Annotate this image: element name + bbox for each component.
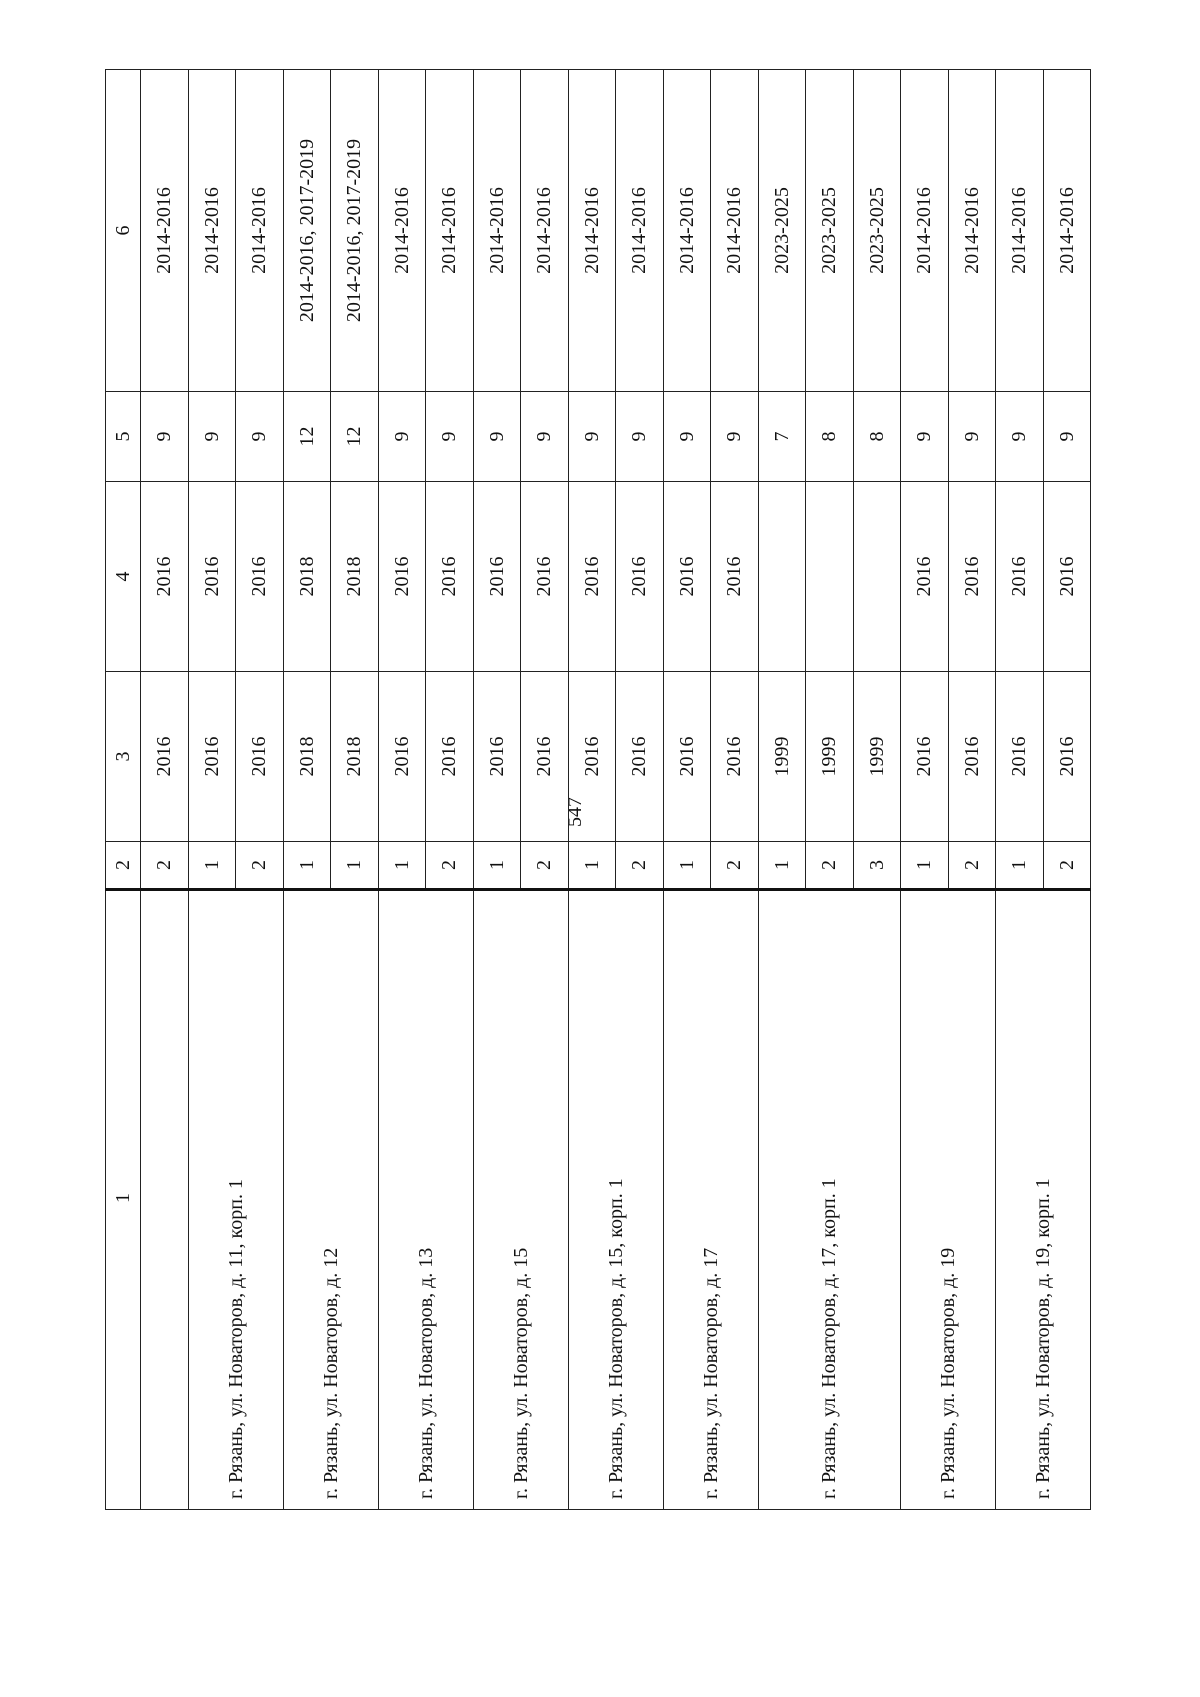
cell-c5: 9: [996, 392, 1044, 482]
cell-c6: 2023-2025: [806, 70, 854, 392]
cell-c5: 9: [901, 392, 949, 482]
cell-c6: 2014-2016: [948, 70, 996, 392]
cell-c4: 2016: [473, 482, 521, 672]
cell-c3: 1999: [758, 672, 806, 842]
cell-c6: 2014-2016: [1043, 70, 1091, 392]
table-row: [996, 70, 1044, 1510]
cell-c5: 8: [806, 392, 854, 482]
header-cell-4: 4: [106, 482, 141, 672]
cell-c2: 1: [663, 842, 711, 890]
table-row: [283, 70, 331, 1510]
cell-c6: 2014-2016, 2017-2019: [283, 70, 331, 392]
address-cell: [141, 890, 189, 1510]
cell-c5: 9: [1043, 392, 1091, 482]
table-row: [473, 70, 521, 1510]
cell-c4: 2016: [996, 482, 1044, 672]
cell-c3: 2016: [711, 672, 759, 842]
cell-c4: 2016: [711, 482, 759, 672]
address-cell: г. Рязань, ул. Новаторов, д. 15: [473, 890, 568, 1510]
cell-c4: 2016: [663, 482, 711, 672]
address-cell: г. Рязань, ул. Новаторов, д. 13: [378, 890, 473, 1510]
cell-c2: 1: [758, 842, 806, 890]
address-cell: г. Рязань, ул. Новаторов, д. 11, корп. 1: [188, 890, 283, 1510]
cell-c2: 1: [331, 842, 379, 890]
cell-c5: 9: [616, 392, 664, 482]
cell-c6: 2014-2016: [521, 70, 569, 392]
page-number: 547: [564, 797, 586, 827]
cell-c4: 2016: [236, 482, 284, 672]
cell-c2: 1: [378, 842, 426, 890]
cell-c6: 2014-2016: [141, 70, 189, 392]
cell-c6: 2014-2016: [236, 70, 284, 392]
cell-c3: 2018: [283, 672, 331, 842]
cell-c4: 2016: [616, 482, 664, 672]
table-row: [663, 70, 711, 1510]
header-cell-address: 1: [106, 890, 141, 1510]
table-row: [378, 70, 426, 1510]
schedule-table-wrapper: [105, 70, 1083, 1510]
cell-c2: 1: [283, 842, 331, 890]
cell-c2: 2: [426, 842, 474, 890]
cell-c3: 2016: [901, 672, 949, 842]
cell-c5: 9: [426, 392, 474, 482]
table-row: [758, 70, 806, 1510]
cell-c6: 2014-2016: [901, 70, 949, 392]
cell-c3: 2016: [521, 672, 569, 842]
cell-c3: 2016: [616, 672, 664, 842]
cell-c6: 2014-2016: [663, 70, 711, 392]
cell-c3: 2018: [331, 672, 379, 842]
address-cell: г. Рязань, ул. Новаторов, д. 12: [283, 890, 378, 1510]
cell-c5: 9: [663, 392, 711, 482]
cell-c5: 9: [568, 392, 616, 482]
cell-c3: 2016: [378, 672, 426, 842]
header-cell-3: 3: [106, 672, 141, 842]
cell-c4: 2016: [1043, 482, 1091, 672]
cell-c4: 2018: [331, 482, 379, 672]
cell-c2: 2: [141, 842, 189, 890]
cell-c2: 1: [901, 842, 949, 890]
cell-c3: 2016: [236, 672, 284, 842]
cell-c5: 9: [521, 392, 569, 482]
cell-c6: 2014-2016: [568, 70, 616, 392]
cell-c4: 2016: [141, 482, 189, 672]
cell-c2: 3: [853, 842, 901, 890]
cell-c5: 7: [758, 392, 806, 482]
cell-c6: 2014-2016: [616, 70, 664, 392]
header-cell-5: 5: [106, 392, 141, 482]
cell-c2: 1: [473, 842, 521, 890]
cell-c5: 9: [711, 392, 759, 482]
cell-c6: 2014-2016: [378, 70, 426, 392]
address-cell: г. Рязань, ул. Новаторов, д. 19: [901, 890, 996, 1510]
cell-c5: 9: [188, 392, 236, 482]
cell-c4: 2016: [568, 482, 616, 672]
table-row: [188, 70, 236, 1510]
cell-c2: 2: [236, 842, 284, 890]
cell-c3: 2016: [568, 672, 616, 842]
cell-c6: 2023-2025: [853, 70, 901, 392]
cell-c5: 8: [853, 392, 901, 482]
schedule-table: [105, 69, 1091, 1510]
cell-c4: 2016: [901, 482, 949, 672]
cell-c4: [853, 482, 901, 672]
table-body: [141, 70, 1091, 1510]
header-row: [106, 70, 141, 1510]
cell-c6: 2023-2025: [758, 70, 806, 392]
cell-c2: 2: [616, 842, 664, 890]
cell-c2: 2: [948, 842, 996, 890]
cell-c5: 9: [141, 392, 189, 482]
cell-c3: 2016: [1043, 672, 1091, 842]
header-cell-6: 6: [106, 70, 141, 392]
cell-c4: 2016: [426, 482, 474, 672]
header-cell-2: 2: [106, 842, 141, 890]
address-cell: г. Рязань, ул. Новаторов, д. 19, корп. 1: [996, 890, 1091, 1510]
cell-c4: 2016: [378, 482, 426, 672]
cell-c6: 2014-2016: [188, 70, 236, 392]
cell-c5: 9: [378, 392, 426, 482]
cell-c5: 12: [283, 392, 331, 482]
cell-c4: 2016: [521, 482, 569, 672]
cell-c4: 2016: [188, 482, 236, 672]
cell-c2: 1: [568, 842, 616, 890]
cell-c3: 2016: [948, 672, 996, 842]
address-cell: г. Рязань, ул. Новаторов, д. 17, корп. 1: [758, 890, 901, 1510]
cell-c4: 2018: [283, 482, 331, 672]
address-cell: г. Рязань, ул. Новаторов, д. 15, корп. 1: [568, 890, 663, 1510]
cell-c3: 2016: [996, 672, 1044, 842]
cell-c6: 2014-2016, 2017-2019: [331, 70, 379, 392]
cell-c3: 2016: [663, 672, 711, 842]
cell-c5: 9: [236, 392, 284, 482]
table-row: [901, 70, 949, 1510]
cell-c6: 2014-2016: [711, 70, 759, 392]
cell-c6: 2014-2016: [426, 70, 474, 392]
cell-c3: 1999: [806, 672, 854, 842]
cell-c3: 2016: [426, 672, 474, 842]
cell-c4: [806, 482, 854, 672]
cell-c3: 2016: [141, 672, 189, 842]
cell-c4: 2016: [948, 482, 996, 672]
cell-c5: 12: [331, 392, 379, 482]
cell-c6: 2014-2016: [996, 70, 1044, 392]
table-row: [141, 70, 189, 1510]
cell-c4: [758, 482, 806, 672]
address-cell: г. Рязань, ул. Новаторов, д. 17: [663, 890, 758, 1510]
cell-c2: 2: [1043, 842, 1091, 890]
cell-c6: 2014-2016: [473, 70, 521, 392]
cell-c3: 1999: [853, 672, 901, 842]
cell-c2: 1: [996, 842, 1044, 890]
cell-c2: 1: [188, 842, 236, 890]
cell-c3: 2016: [188, 672, 236, 842]
cell-c2: 2: [806, 842, 854, 890]
cell-c2: 2: [711, 842, 759, 890]
cell-c5: 9: [948, 392, 996, 482]
cell-c5: 9: [473, 392, 521, 482]
table-row: [568, 70, 616, 1510]
cell-c3: 2016: [473, 672, 521, 842]
cell-c2: 2: [521, 842, 569, 890]
